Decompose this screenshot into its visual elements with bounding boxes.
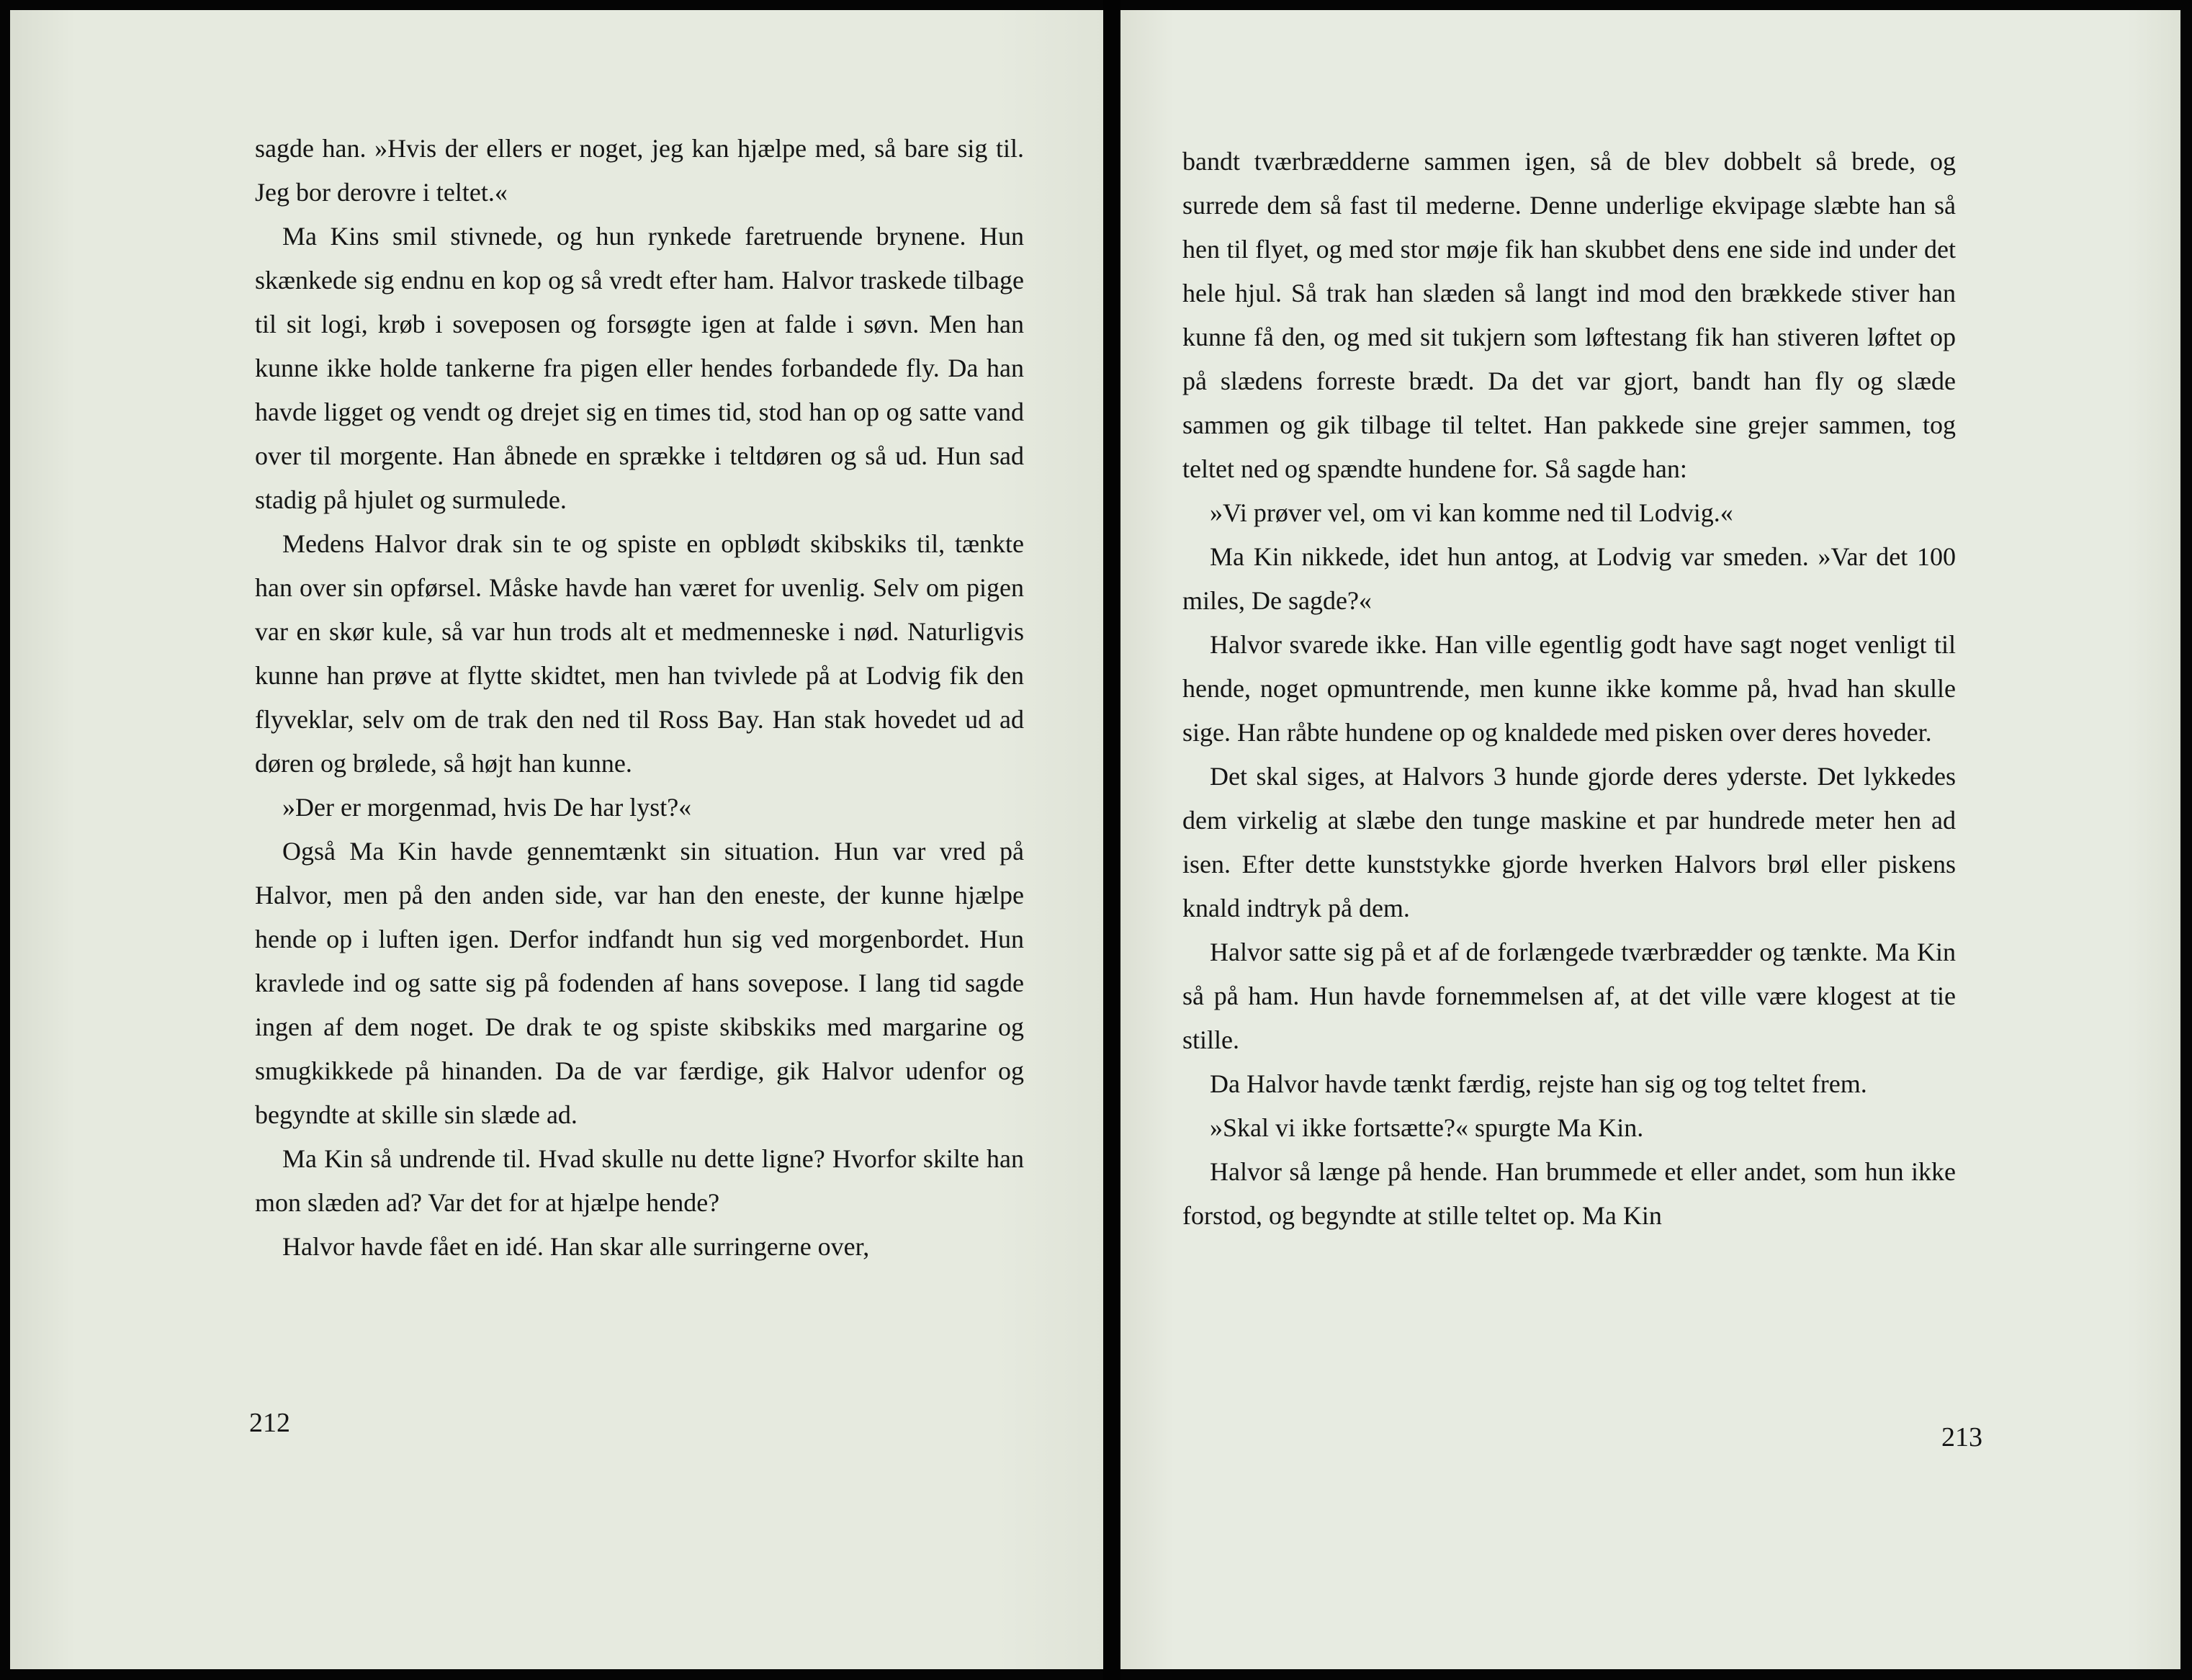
paragraph: »Der er morgenmad, hvis De har lyst?« (282, 793, 692, 822)
paragraph: »Skal vi ikke fortsætte?« spurgte Ma Kin. (1210, 1113, 1644, 1142)
page-number-left: 212 (249, 1408, 290, 1438)
right-page-text (1182, 140, 1956, 1238)
paragraph: Ma Kin nikkede, idet hun antog, at Lodvig var smeden. »Var det 100 miles, De sagde?« (1182, 542, 1956, 615)
book-gutter (1103, 0, 1120, 1680)
paragraph: Ma Kin så undrende til. Hvad skulle nu dette ligne? Hvorfor skilte han mon slæden ad? Var det for at hjælpe hende? (255, 1144, 1024, 1217)
page-number-right: 213 (1941, 1422, 1982, 1452)
left-page (10, 10, 1103, 1669)
paragraph: Halvor svarede ikke. Han ville egentlig godt have sagt noget venligt til hende, noget opmuntrende, men kunne ikke komme på, hvad han skulle sige. Han råbte hundene op og knaldede med pisken over deres hoveder. (1182, 630, 1956, 747)
paragraph: Det skal siges, at Halvors 3 hunde gjorde deres yderste. Det lykkedes dem virkelig at slæbe den tunge maskine et par hundrede meter hen ad isen. Efter dette kunststykke gjorde hverken Halvors brøl eller piskens knald indtryk på dem. (1182, 762, 1956, 922)
paragraph: bandt tværbrædderne sammen igen, så de blev dobbelt så brede, og surrede dem så fast til mederne. Denne underlige ekvipage slæbte han så hen til flyet, og med stor møje fik han skubbet dens ene side ind under det hele hjul. Så trak han slæden så langt ind mod den brækkede stiver han kunne få den, og med sit tukjern som løftestang fik han stiveren løftet op på slædens forreste brædt. Da det var gjort, bandt han fly og slæde sammen og gik tilbage til teltet. Han pakkede sine grejer sammen, tog teltet ned og spændte hundene for. Så sagde han: (1182, 147, 1956, 483)
left-page-text (255, 127, 1024, 1269)
paragraph: sagde han. »Hvis der ellers er noget, jeg kan hjælpe med, så bare sig til. Jeg bor derovre i teltet.« (255, 134, 1024, 207)
paragraph: Da Halvor havde tænkt færdig, rejste han sig og tog teltet frem. (1210, 1069, 1867, 1098)
paragraph: Ma Kins smil stivnede, og hun rynkede faretruende brynene. Hun skænkede sig endnu en kop og så vredt efter ham. Halvor traskede tilbage til sit logi, krøb i soveposen og forsøgte igen at falde i søvn. Men han kunne ikke holde tankerne fra pigen eller hendes forbandede fly. Da han havde ligget og vendt og drejet sig en times tid, stod han op og satte vand over til morgente. Han åbnede en sprække i teltdøren og så ud. Hun sad stadig på hjulet og surmulede. (255, 222, 1024, 514)
paragraph: Halvor havde fået en idé. Han skar alle surringerne over, (282, 1232, 870, 1261)
paragraph: Halvor satte sig på et af de forlængede tværbrædder og tænkte. Ma Kin så på ham. Hun havde fornemmelsen af, at det ville være klogest at tie stille. (1182, 938, 1956, 1054)
paragraph: Medens Halvor drak sin te og spiste en opblødt skibskiks til, tænkte han over sin opførsel. Måske havde han været for uvenlig. Selv om pigen var en skør kule, så var hun trods alt et medmenneske i nød. Naturligvis kunne han prøve at flytte skidtet, men han tvivlede på at Lodvig fik den flyveklar, selv om de trak den ned til Ross Bay. Han stak hovedet ud ad døren og brølede, så højt han kunne. (255, 529, 1024, 778)
paragraph: Også Ma Kin havde gennemtænkt sin situation. Hun var vred på Halvor, men på den anden side, var han den eneste, der kunne hjælpe hende op i luften igen. Derfor indfandt hun sig ved morgenbordet. Hun kravlede ind og satte sig på fodenden af hans sovepose. I lang tid sagde ingen af dem noget. De drak te og spiste skibskiks med margarine og smugkikkede på hinanden. Da de var færdige, gik Halvor udenfor og begyndte at skille sin slæde ad. (255, 837, 1024, 1129)
paragraph: »Vi prøver vel, om vi kan komme ned til Lodvig.« (1210, 498, 1733, 527)
paragraph: Halvor så længe på hende. Han brummede et eller andet, som hun ikke forstod, og begyndte at stille teltet op. Ma Kin (1182, 1157, 1956, 1230)
right-page (1120, 10, 2180, 1669)
